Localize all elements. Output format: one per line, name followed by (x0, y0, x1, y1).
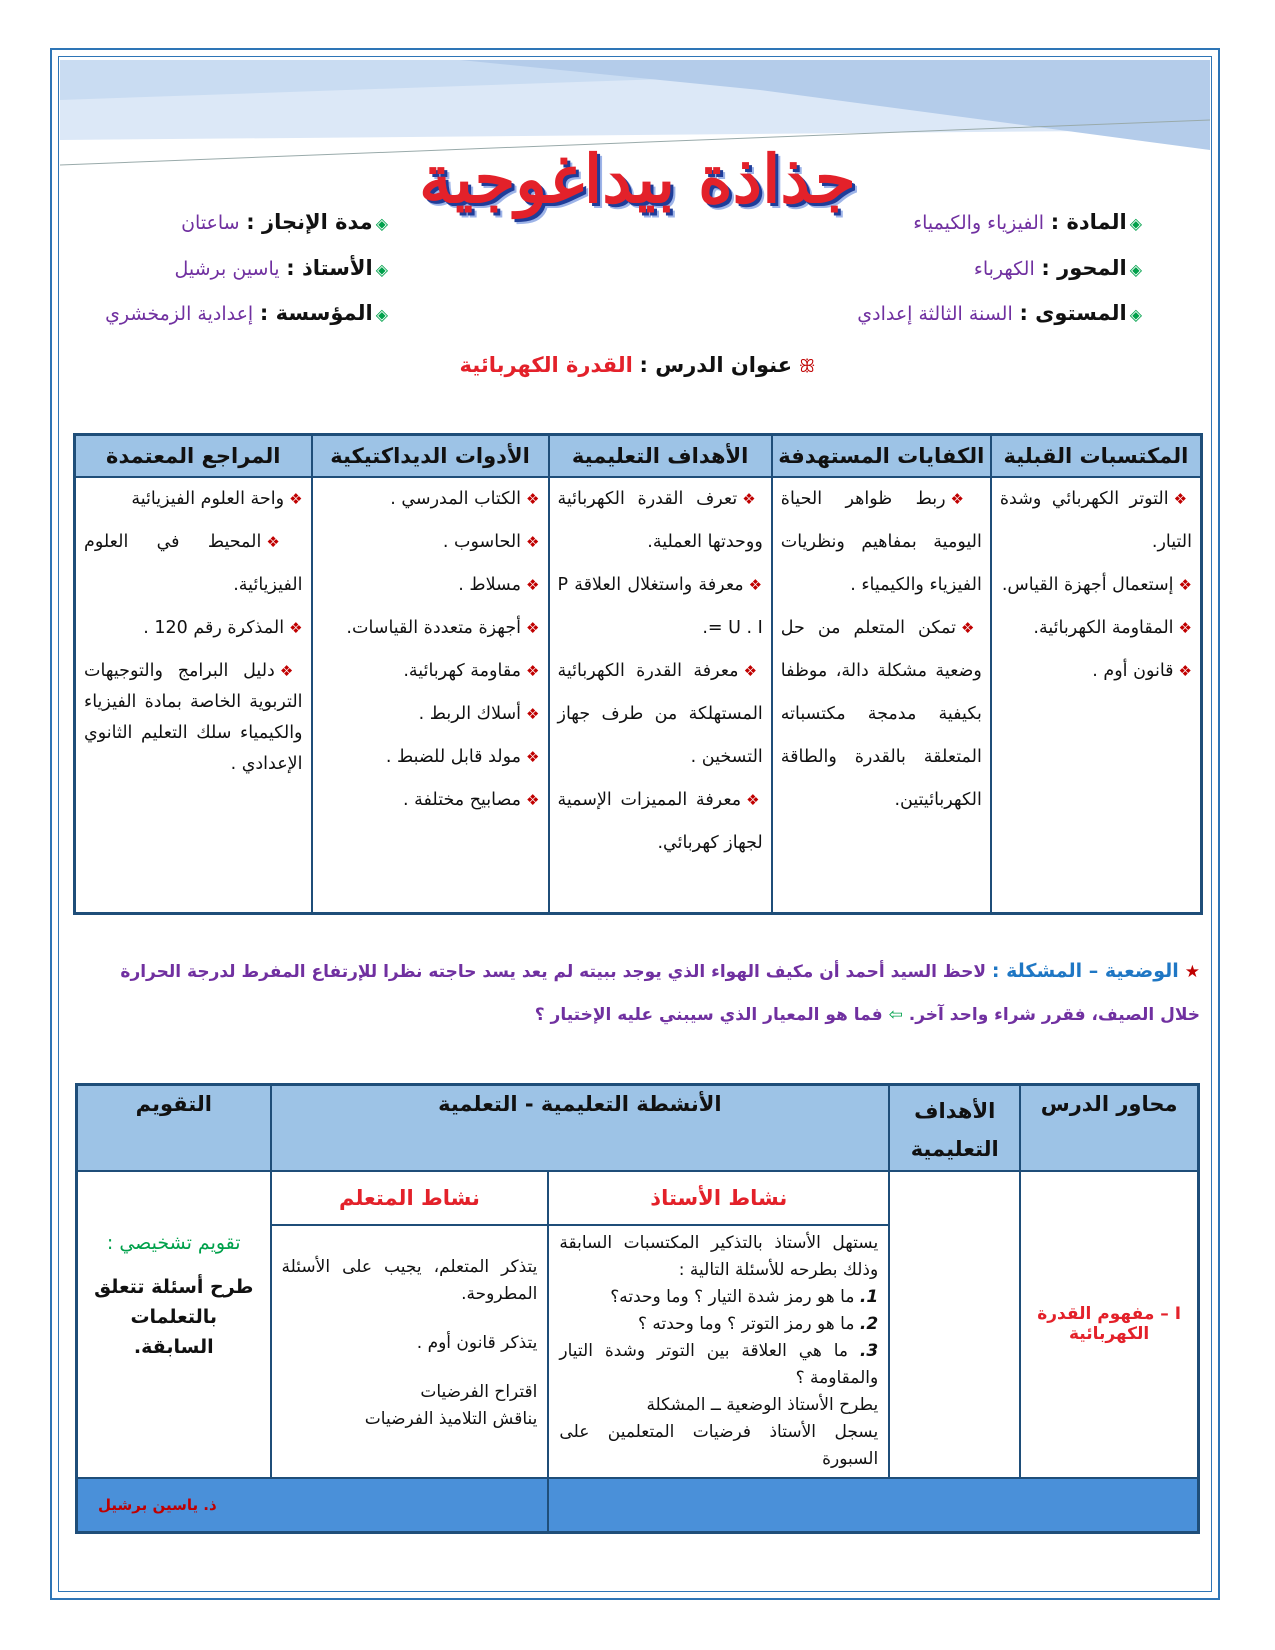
activities-header-row (77, 1085, 1199, 1171)
header-objectives: الأهداف التعليمية (889, 1085, 1020, 1171)
overview-content-row (75, 477, 1202, 914)
bullet-icon: ❖ (950, 490, 982, 508)
problem-situation (100, 950, 1200, 1037)
lesson-overview-table (73, 433, 1203, 915)
header-activities: الأنشطة التعليمية - التعلمية (271, 1085, 890, 1171)
axis-item: I – مفهوم القدرة الكهربائية (1037, 1304, 1182, 1344)
list-item: ❖دليل البرامج والتوجيهات التربوية الخاصة بمادة الفيزياء والكيمياء سلك التعليم الثانوي الإعدادي . (84, 661, 303, 774)
competencies-cell (772, 477, 991, 914)
axis-label: المحور : (1041, 256, 1127, 280)
teacher-outro: يطرح الأستاذ الوضعية ــ المشكلة (646, 1394, 879, 1415)
footer-blank (548, 1478, 1198, 1533)
list-item: ❖أسلاك الربط . (418, 704, 540, 724)
header-prior: المكتسبات القبلية (991, 435, 1202, 478)
subject-value: الفيزياء والكيمياء (913, 212, 1045, 234)
activities-table (75, 1083, 1200, 1534)
list-item: ❖تعرف القدرة الكهربائية ووحدتها العملية. (557, 489, 763, 552)
learner-item: يتذكر قانون أوم . (416, 1332, 538, 1353)
header-evaluation: التقويم (77, 1085, 271, 1171)
subject-row: ◈المادة : الفيزياء والكيمياء (913, 210, 1142, 234)
bullet-icon: ❖ (742, 490, 763, 508)
axis-value: الكهرباء (973, 258, 1035, 280)
header-competencies: الكفايات المستهدفة (772, 435, 991, 478)
list-item: ❖معرفة واستغلال العلاقة P = U . I. (557, 575, 763, 638)
lesson-title-label: عنوان الدرس : (639, 353, 793, 377)
learner-item: يناقش التلاميذ الفرضيات (364, 1408, 538, 1429)
teacher-question: 3. ما هي العلاقة بين التوتر وشدة التيار والمقاومة ؟ (559, 1340, 879, 1388)
list-item: ❖مولد قابل للضبط . (385, 747, 540, 767)
level-label: المستوى : (1019, 301, 1127, 325)
bullet-icon: ❖ (526, 490, 540, 508)
tools-cell (312, 477, 549, 914)
bullet-icon: ❖ (266, 533, 303, 551)
level-row: ◈المستوى : السنة الثالثة إعدادي (857, 301, 1142, 325)
bullet-icon: ❖ (1178, 619, 1192, 637)
learner-activity-title: نشاط المتعلم (271, 1171, 549, 1225)
bullet-icon: ❖ (1178, 662, 1192, 680)
ornament-icon: ꕥ (798, 356, 816, 377)
star-icon: ★ (1184, 962, 1200, 982)
overview-header-row (75, 435, 1202, 478)
bullet-icon: ❖ (746, 791, 763, 809)
list-item: ❖مقاومة كهربائية. (403, 661, 540, 681)
teacher-activity-title: نشاط الأستاذ (548, 1171, 889, 1225)
list-item: ❖الحاسوب . (442, 532, 540, 552)
teacher-question: 1. ما هو رمز شدة التيار ؟ وما وحدته؟ (610, 1286, 879, 1307)
evaluation-text: طرح أسئلة تتعلق بالتعلمات السابقة. (94, 1275, 254, 1358)
situation-label: الوضعية – المشكلة : (991, 960, 1179, 982)
list-item: ❖أجهزة متعددة القياسات. (346, 618, 540, 638)
header-objectives: الأهداف التعليمية (549, 435, 772, 478)
institution-row: ◈المؤسسة : إعدادية الزمخشري (105, 301, 388, 325)
bullet-icon: ❖ (526, 533, 540, 551)
axis-cell (1020, 1171, 1198, 1478)
teacher-row: ◈الأستاذ : ياسين برشيل (174, 256, 388, 280)
list-item: ❖واحة العلوم الفيزيائية (131, 489, 303, 509)
bullet-icon: ❖ (1178, 576, 1192, 594)
footer-author: ذ. ياسين برشيل (77, 1478, 549, 1533)
list-item: ❖مسلاط . (458, 575, 540, 595)
bullet-icon: ❖ (279, 662, 303, 680)
teacher-value: ياسين برشيل (174, 258, 280, 280)
list-item: ❖إستعمال أجهزة القياس. (1001, 575, 1192, 595)
bullet-icon: ❖ (526, 748, 540, 766)
header-tools: الأدوات الديداكتيكية (312, 435, 549, 478)
activities-subheader-row (77, 1171, 1199, 1225)
bullet-icon: ❖ (289, 619, 303, 637)
objectives-cell (889, 1171, 1020, 1478)
bullet-icon: ❖ (960, 619, 982, 637)
list-item: ❖تمكن المتعلم من حل وضعية مشكلة دالة، موظفا بكيفية مدمجة مكتسباته المتعلقة بالقدرة والطاقة الكهربائيتين. (780, 618, 982, 810)
learner-item: يتذكر المتعلم، يجيب على الأسئلة المطروحة. (281, 1256, 538, 1304)
teacher-intro: يستهل الأستاذ بالتذكير المكتسبات السابقة وذلك بطرحه للأسئلة التالية : (559, 1232, 879, 1280)
bullet-icon: ❖ (526, 662, 540, 680)
bullet-icon: ❖ (743, 662, 763, 680)
list-item: ❖معرفة القدرة الكهربائية المستهلكة من طرف جهاز التسخين . (557, 661, 763, 767)
header-references: المراجع المعتمدة (75, 435, 312, 478)
list-item: ❖المقاومة الكهربائية. (1033, 618, 1192, 638)
references-cell (75, 477, 312, 914)
page-title: جذاذة بيداغوجية (419, 140, 856, 218)
bullet-icon: ❖ (289, 490, 303, 508)
subject-label: المادة : (1050, 210, 1127, 234)
teacher-label: الأستاذ : (286, 256, 373, 280)
list-item: ❖المحيط في العلوم الفيزيائية. (84, 532, 303, 595)
list-item: ❖مصابيح مختلفة . (403, 790, 540, 810)
bullet-icon: ❖ (526, 791, 540, 809)
teacher-outro: يسجل الأستاذ فرضيات المتعلمين على السبورة (559, 1421, 879, 1469)
footer-row (77, 1478, 1199, 1533)
bullet-icon: ❖ (748, 576, 763, 594)
bullet-icon: ❖ (1173, 490, 1192, 508)
evaluation-cell (77, 1171, 271, 1478)
institution-label: المؤسسة : (259, 301, 373, 325)
bullet-icon: ❖ (526, 576, 540, 594)
situation-question: فما هو المعيار الذي سيبني عليه الإختيار ؟ (534, 1005, 883, 1025)
list-item: ❖معرفة المميزات الإسمية لجهاز كهربائي. (557, 790, 763, 853)
institution-value: إعدادية الزمخشري (105, 303, 254, 325)
list-item: ❖الكتاب المدرسي . (390, 489, 540, 509)
bullet-icon: ❖ (526, 619, 540, 637)
list-item: ❖قانون أوم . (1092, 661, 1192, 681)
situation-text: لاحظ السيد أحمد أن مكيف الهواء الذي يوجد ببيته لم يعد يسد حاجته نظرا للإرتفاع المفرط لدرجة الحرارة خلال الصيف، فقرر شراء واحد آخر. (120, 962, 1200, 1025)
header-axes: محاور الدرس (1020, 1085, 1198, 1171)
arrow-icon: ⇦ (888, 1005, 903, 1025)
prior-cell (991, 477, 1202, 914)
duration-value: ساعتان (181, 212, 240, 234)
axis-row: ◈المحور : الكهرباء (973, 256, 1142, 280)
lesson-title-row (0, 353, 1275, 377)
objectives-cell (549, 477, 772, 914)
list-item: ❖التوتر الكهربائي وشدة التيار. (999, 489, 1192, 552)
bullet-icon: ❖ (526, 705, 540, 723)
teacher-question: 2. ما هو رمز التوتر ؟ وما وحدته ؟ (637, 1313, 879, 1334)
list-item: ❖المذكرة رقم 120 . (143, 618, 303, 638)
learner-item: اقتراح الفرضيات (420, 1381, 538, 1402)
evaluation-label: تقويم تشخيصي : (106, 1231, 241, 1254)
teacher-activity-cell (548, 1225, 889, 1478)
lesson-title-value: القدرة الكهربائية (459, 353, 633, 377)
list-item: ❖ربط ظواهر الحياة اليومية بمفاهيم ونظريات الفيزياء والكيمياء . (780, 489, 982, 595)
learner-activity-cell (271, 1225, 549, 1478)
duration-row: ◈مدة الإنجاز : ساعتان (181, 210, 388, 234)
duration-label: مدة الإنجاز : (246, 210, 373, 234)
level-value: السنة الثالثة إعدادي (857, 303, 1013, 325)
